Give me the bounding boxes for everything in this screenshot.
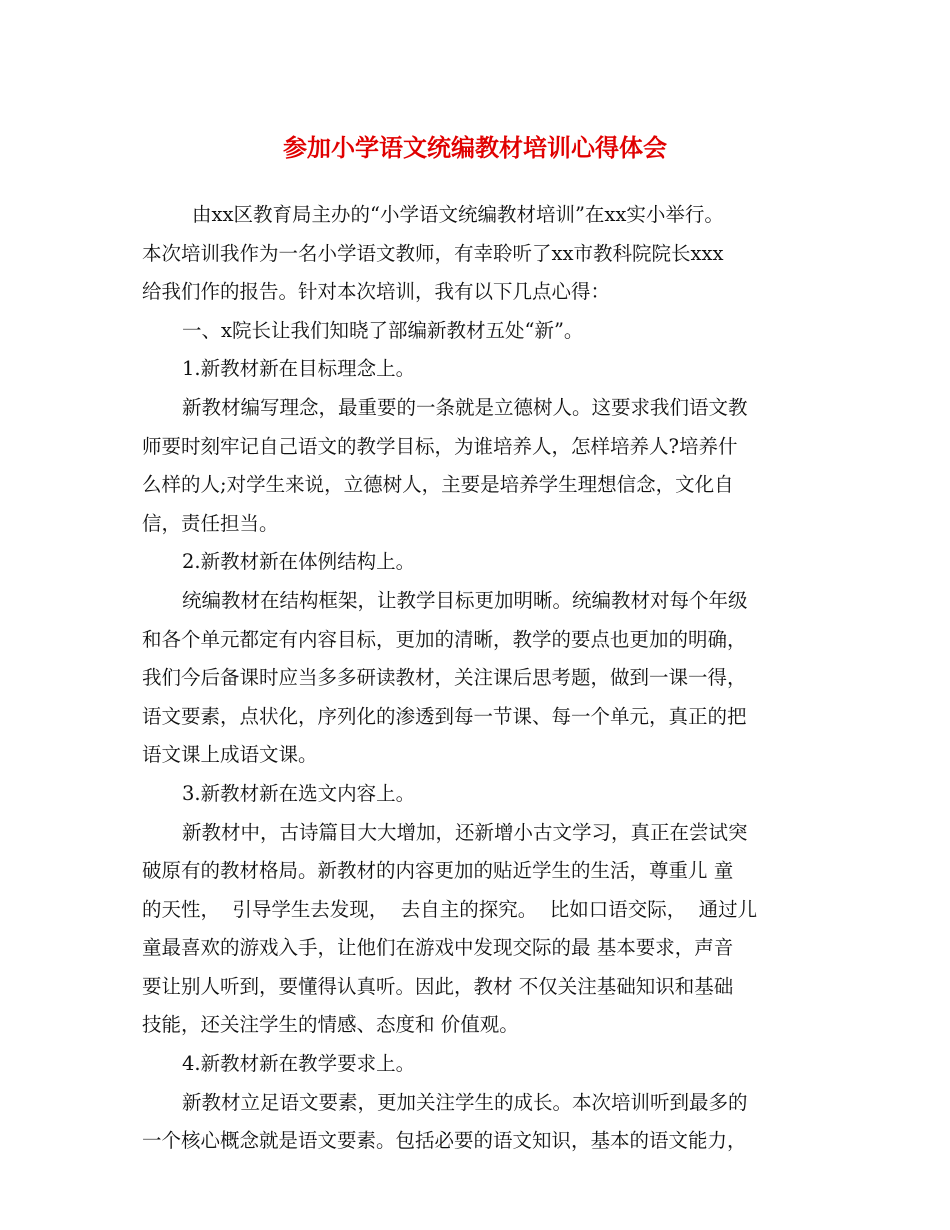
text-line: 新教材编写理念，最重要的一条就是立德树人。这要求我们语文教 (182, 395, 748, 419)
text-line: 师要时刻牢记自己语文的教学目标，为谁培养人，怎样培养人?培养什 (142, 434, 738, 458)
text-line: 本次培训我作为一名小学语文教师，有幸聆听了xx市教科院院长xxx (142, 241, 724, 265)
document-title: 参加小学语文统编教材培训心得体会 (283, 133, 667, 162)
text-line: 信，责任担当。 (142, 511, 279, 535)
text-line: 的天性， 引导学生去发现， 去自主的探究。 比如口语交际， 通过儿 (142, 897, 758, 921)
text-line: 由xx区教育局主办的“小学语文统编教材培训”在xx实小举行。 (192, 203, 724, 226)
subsection-heading: 1.新教材新在目标理念上。 (182, 357, 416, 381)
text-line: 新教材中，古诗篇目大大增加，还新增小古文学习，真正在尝试突 (182, 820, 748, 844)
text-line: 要让别人听到，要懂得认真听。因此，教材 不仅关注基础知识和基础 (142, 974, 734, 998)
subsection-heading: 3.新教材新在选文内容上。 (182, 781, 416, 805)
text-line: 和各个单元都定有内容目标，更加的清晰，教学的要点也更加的明确， (142, 627, 747, 651)
subsection-heading: 4.新教材新在教学要求上。 (182, 1052, 416, 1076)
text-line: 破原有的教材格局。新教材的内容更加的贴近学生的生活，尊重儿 童 (142, 859, 734, 883)
text-line: 技能，还关注学生的情感、态度和 价值观。 (142, 1013, 519, 1037)
text-line: 给我们作的报告。针对本次培训，我有以下几点心得： (142, 280, 611, 304)
text-line: 我们今后备课时应当多多研读教材，关注课后思考题，做到一课一得， (142, 666, 747, 690)
text-line: 统编教材在结构框架，让教学目标更加明晰。统编教材对每个年级 (182, 588, 748, 612)
text-line: 么样的人;对学生来说，立德树人，主要是培养学生理想信念，文化自 (142, 473, 734, 497)
subsection-heading: 2.新教材新在体例结构上。 (182, 550, 416, 574)
text-line: 新教材立足语文要素，更加关注学生的成长。本次培训听到最多的 (182, 1090, 748, 1114)
section-heading: 一、x院长让我们知晓了部编新教材五处“新”。 (182, 318, 584, 342)
text-line: 语文要素，点状化，序列化的渗透到每一节课、每一个单元，真正的把 (142, 704, 747, 728)
text-line: 童最喜欢的游戏入手，让他们在游戏中发现交际的最 基本要求，声音 (142, 936, 734, 960)
document-body (142, 196, 822, 1161)
text-line: 一个核心概念就是语文要素。包括必要的语文知识，基本的语文能力， (142, 1129, 747, 1153)
text-line: 语文课上成语文课。 (142, 743, 318, 767)
